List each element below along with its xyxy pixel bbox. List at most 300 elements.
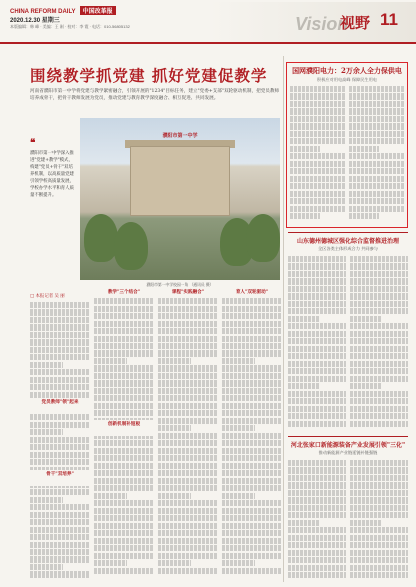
text-line: [158, 380, 218, 386]
text-line: [222, 410, 282, 416]
text-line: [288, 482, 346, 488]
text-line: [288, 421, 346, 427]
text-line: [350, 490, 408, 496]
text-line: [350, 557, 408, 563]
text-line: [349, 131, 404, 137]
text-line: [288, 278, 346, 284]
section-name: 视野: [340, 14, 371, 32]
text-line: [30, 534, 90, 540]
text-line: [94, 350, 154, 356]
text-line: [94, 553, 154, 559]
text-line: [222, 425, 255, 431]
text-line: [158, 463, 218, 469]
text-line: [290, 213, 320, 219]
text-line: [158, 478, 218, 484]
bottom-right-column-1: [288, 460, 346, 580]
text-line: [350, 512, 408, 518]
text-line: [94, 538, 154, 544]
text-line: [288, 527, 346, 533]
text-line: [349, 138, 404, 144]
text-line: [222, 463, 282, 469]
text-line: [288, 286, 346, 292]
text-line: [350, 308, 408, 314]
text-line: [30, 527, 90, 533]
bottom-right-subheadline: 推动新能源产业链延链补链强链: [318, 450, 378, 455]
subhead: 骨干"双培养": [46, 472, 74, 477]
text-line: [222, 418, 282, 424]
text-line: [30, 549, 90, 555]
text-line: [158, 336, 218, 342]
page-number: 11: [380, 10, 398, 29]
text-line: [288, 331, 346, 337]
text-line: [288, 256, 346, 262]
quote-mark-icon: ❝: [30, 138, 36, 149]
text-line: [158, 470, 218, 476]
text-line: [30, 332, 90, 338]
text-line: [222, 343, 282, 349]
text-line: [222, 470, 282, 476]
text-line: [350, 527, 408, 533]
text-line: [290, 183, 345, 189]
text-line: [222, 523, 282, 529]
text-line: [350, 323, 408, 329]
text-line: [350, 565, 408, 571]
lead-body-column-3: [158, 288, 218, 580]
text-line: [222, 358, 255, 364]
text-line: [350, 383, 382, 389]
text-line: [30, 556, 90, 562]
text-line: [349, 116, 404, 122]
subhead: 党员教师"领"起来: [41, 400, 79, 405]
text-line: [158, 538, 218, 544]
text-line: [350, 460, 408, 466]
text-line: [222, 553, 282, 559]
text-line: [350, 520, 382, 526]
text-line: [288, 271, 346, 277]
text-line: [288, 308, 346, 314]
text-line: [222, 508, 282, 514]
text-line: [158, 410, 218, 416]
text-line: [288, 475, 346, 481]
text-line: [222, 485, 282, 491]
lead-headline: 围绕教学抓党建 抓好党建促教学: [30, 66, 268, 85]
text-line: [158, 298, 218, 304]
text-line: [290, 101, 345, 107]
text-line: [94, 455, 154, 461]
text-line: [350, 406, 408, 412]
text-line: [94, 560, 127, 566]
text-line: [288, 512, 346, 518]
text-line: [290, 168, 345, 174]
text-line: [222, 321, 282, 327]
text-line: [158, 358, 191, 364]
text-line: [94, 508, 154, 514]
text-line: [290, 86, 345, 92]
text-line: [288, 368, 346, 374]
text-line: [350, 467, 408, 473]
text-line: [290, 198, 345, 204]
text-line: [350, 338, 408, 344]
text-line: [222, 440, 282, 446]
text-line: [94, 328, 154, 334]
text-line: [350, 391, 408, 397]
text-line: [94, 463, 154, 469]
text-line: [350, 301, 408, 307]
text-line: [350, 572, 408, 578]
text-line: [158, 388, 218, 394]
text-line: [158, 500, 218, 506]
text-line: [30, 429, 63, 435]
text-line: [158, 373, 218, 379]
text-line: [350, 398, 408, 404]
subhead-block: [30, 470, 90, 486]
text-line: [288, 361, 346, 367]
text-line: [349, 153, 404, 159]
bottom-right-column-2: [350, 460, 408, 580]
text-line: [158, 321, 218, 327]
text-line: [288, 323, 346, 329]
text-line: [349, 101, 404, 107]
text-line: [290, 123, 345, 129]
subhead: 创新机制补短板: [107, 422, 141, 427]
text-line: [288, 376, 346, 382]
text-line: [222, 515, 282, 521]
text-line: [288, 550, 346, 556]
text-line: [222, 336, 282, 342]
text-line: [94, 500, 154, 506]
text-line: [94, 343, 154, 349]
text-line: [290, 161, 345, 167]
text-line: [158, 515, 218, 521]
text-line: [158, 560, 191, 566]
text-line: [349, 176, 404, 182]
text-line: [350, 353, 408, 359]
text-line: [222, 365, 282, 371]
text-line: [30, 489, 90, 495]
text-line: [290, 131, 345, 137]
subhead: 育人"双轮驱动": [235, 290, 269, 295]
text-line: [349, 123, 404, 129]
text-line: [30, 309, 90, 315]
text-line: [94, 568, 154, 574]
text-line: [30, 422, 90, 428]
text-line: [290, 153, 345, 159]
text-line: [94, 485, 154, 491]
text-line: [349, 168, 404, 174]
text-line: [30, 452, 90, 458]
text-line: [350, 497, 408, 503]
text-line: [94, 306, 154, 312]
text-line: [290, 108, 345, 114]
pull-quote: 濮阳市第一中学深入推进"党建+教学"模式，构建"党员+骨干"双培养机制，以高质量党建引领学校高质量发展，学校办学水平和育人质量不断提升。: [30, 151, 74, 198]
text-line: [158, 306, 218, 312]
text-line: [350, 316, 382, 322]
text-line: [290, 191, 345, 197]
text-line: [30, 437, 90, 443]
text-line: [222, 328, 282, 334]
text-line: [288, 383, 320, 389]
mid-right-subheadline: 全区各类主体形成合力 共同参与: [318, 246, 378, 251]
section-rule: [288, 436, 408, 437]
lead-deck: 河南省濮阳市第一中学将党建与教学紧密融合，引领开展的"1234"目标任务，建立"党委+支部"双轮驱动机制，把党员教师培养成骨干，把骨干教师发展为党员，推动党建与教育教学深度融合、相互促进、共同发展。: [30, 89, 280, 101]
text-line: [94, 373, 154, 379]
text-line: [30, 504, 90, 510]
text-line: [222, 538, 282, 544]
text-line: [288, 520, 320, 526]
page-header: [0, 0, 416, 44]
text-line: [288, 572, 346, 578]
text-line: [158, 403, 218, 409]
text-line: [222, 403, 282, 409]
text-line: [158, 425, 191, 431]
box-headline: 国网濮阳电力：2万余人全力保供电: [292, 66, 402, 75]
text-line: [288, 565, 346, 571]
text-line: [288, 497, 346, 503]
text-line: [30, 377, 90, 383]
text-line: [288, 353, 346, 359]
text-line: [288, 406, 346, 412]
mid-right-headline: 山东德州德城区强化综合监督推进治理: [296, 238, 399, 245]
text-line: [222, 395, 282, 401]
text-line: [349, 183, 404, 189]
text-line: [30, 542, 90, 548]
text-line: [222, 530, 282, 536]
text-line: [158, 545, 218, 551]
text-line: [350, 542, 408, 548]
text-line: [222, 448, 282, 454]
text-line: [349, 213, 379, 219]
masthead: CHINA REFORM DAILY 中国改革报: [10, 6, 116, 15]
box-body-column-1: [290, 86, 345, 224]
text-line: [158, 418, 218, 424]
text-line: [288, 391, 346, 397]
text-line: [288, 542, 346, 548]
text-line: [350, 286, 408, 292]
photo-sign: 濮阳市第一中学: [162, 133, 198, 139]
text-line: [288, 505, 346, 511]
text-line: [290, 116, 345, 122]
text-line: [222, 560, 255, 566]
text-line: [349, 191, 404, 197]
text-line: [30, 414, 90, 420]
text-line: [30, 459, 90, 465]
text-line: [94, 545, 154, 551]
text-line: [158, 485, 218, 491]
text-line: [349, 146, 379, 152]
text-line: [349, 108, 404, 114]
text-line: [350, 346, 408, 352]
text-line: [350, 368, 408, 374]
text-line: [350, 263, 408, 269]
section-rule: [288, 232, 408, 233]
text-line: [290, 146, 320, 152]
text-line: [350, 256, 408, 262]
text-line: [350, 331, 408, 337]
text-line: [158, 350, 218, 356]
vision-label: Vision: [295, 14, 349, 34]
text-line: [288, 535, 346, 541]
text-line: [158, 365, 218, 371]
photo-caption: 濮阳市第一中学校园一角 （通讯员 摄）: [146, 282, 214, 287]
text-line: [30, 564, 63, 570]
text-line: [350, 550, 408, 556]
text-line: [222, 306, 282, 312]
mid-right-column-1: [288, 256, 346, 432]
text-line: [288, 293, 346, 299]
text-line: [222, 380, 282, 386]
section-tag: 中国改革报: [80, 6, 116, 15]
text-line: [30, 571, 90, 577]
text-line: [158, 508, 218, 514]
text-line: [222, 388, 282, 394]
text-line: [30, 354, 90, 360]
subhead: 教学"三个结合": [107, 290, 141, 295]
subhead-block: [30, 398, 90, 414]
column-divider: [283, 56, 284, 582]
text-line: [158, 313, 218, 319]
text-line: [350, 278, 408, 284]
text-line: [158, 455, 218, 461]
text-line: [288, 413, 346, 419]
text-line: [158, 395, 218, 401]
text-line: [94, 313, 154, 319]
box-body-column-2: [349, 86, 404, 224]
text-line: [94, 530, 154, 536]
text-line: [222, 478, 282, 484]
text-line: [30, 302, 90, 308]
text-line: [349, 161, 404, 167]
text-line: [349, 198, 404, 204]
text-line: [222, 500, 282, 506]
text-line: [30, 392, 90, 398]
text-line: [30, 444, 90, 450]
text-line: [94, 403, 154, 409]
tree-shape: [114, 222, 148, 270]
text-line: [94, 336, 154, 342]
text-line: [94, 358, 127, 364]
subhead: 课程"实践融合": [171, 290, 205, 295]
text-line: [350, 535, 408, 541]
text-line: [30, 347, 90, 353]
text-line: [30, 497, 63, 503]
lead-body-column-4: [222, 288, 282, 580]
text-line: [222, 545, 282, 551]
box-subheadline: 积极应对用电高峰 保障民生用电: [317, 77, 377, 82]
text-line: [290, 138, 345, 144]
text-line: [94, 298, 154, 304]
text-line: [222, 568, 282, 574]
lead-body-column-1: [30, 302, 90, 580]
text-line: [350, 293, 408, 299]
text-line: [288, 316, 320, 322]
text-line: [94, 470, 154, 476]
text-line: [158, 448, 218, 454]
text-line: [30, 339, 90, 345]
text-line: [158, 328, 218, 334]
text-line: [222, 298, 282, 304]
text-line: [94, 365, 154, 371]
text-line: [350, 361, 408, 367]
editor-credits: 本版编辑：韩 峰 · 美编：王 刚 · 校对：李 霞 · 电话：010-56805132: [10, 24, 130, 29]
text-line: [350, 475, 408, 481]
text-line: [350, 505, 408, 511]
text-line: [94, 410, 154, 416]
school-building: [130, 146, 230, 216]
text-line: [350, 421, 408, 427]
text-line: [349, 86, 404, 92]
text-line: [349, 93, 404, 99]
text-line: [94, 448, 154, 454]
text-line: [30, 324, 90, 330]
text-line: [288, 557, 346, 563]
text-line: [222, 455, 282, 461]
subhead-block: [94, 420, 154, 436]
text-line: [30, 369, 90, 375]
text-line: [222, 433, 282, 439]
mid-right-column-2: [350, 256, 408, 432]
text-line: [288, 490, 346, 496]
text-line: [222, 313, 282, 319]
text-line: [94, 478, 154, 484]
text-line: [158, 568, 218, 574]
text-line: [350, 482, 408, 488]
text-line: [158, 553, 218, 559]
text-line: [288, 398, 346, 404]
text-line: [288, 346, 346, 352]
lead-byline: □ 本报记者 吴 丽: [30, 294, 65, 299]
issue-date: 2020.12.30 星期三: [10, 18, 60, 24]
text-line: [222, 493, 255, 499]
text-line: [288, 263, 346, 269]
text-line: [30, 512, 90, 518]
text-line: [94, 440, 154, 446]
text-line: [158, 523, 218, 529]
text-line: [158, 493, 191, 499]
tree-shape: [84, 214, 118, 262]
bottom-right-headline: 河北张家口新能源装备产业发展引领"三化": [290, 442, 406, 449]
school-photo: [80, 118, 280, 280]
text-line: [158, 433, 218, 439]
text-line: [30, 384, 90, 390]
text-line: [158, 440, 218, 446]
text-line: [94, 321, 154, 327]
text-line: [30, 362, 63, 368]
text-line: [30, 519, 90, 525]
text-line: [30, 317, 90, 323]
text-line: [94, 515, 154, 521]
text-line: [158, 530, 218, 536]
tree-shape: [246, 214, 280, 262]
text-line: [94, 388, 154, 394]
text-line: [290, 176, 345, 182]
text-line: [349, 206, 404, 212]
text-line: [94, 380, 154, 386]
text-line: [350, 413, 408, 419]
text-line: [350, 271, 408, 277]
text-line: [94, 493, 127, 499]
text-line: [290, 206, 345, 212]
text-line: [222, 373, 282, 379]
text-line: [290, 93, 345, 99]
text-line: [94, 523, 154, 529]
text-line: [288, 460, 346, 466]
text-line: [222, 350, 282, 356]
text-line: [158, 343, 218, 349]
text-line: [94, 395, 154, 401]
text-line: [288, 338, 346, 344]
text-line: [350, 376, 408, 382]
text-line: [288, 301, 346, 307]
